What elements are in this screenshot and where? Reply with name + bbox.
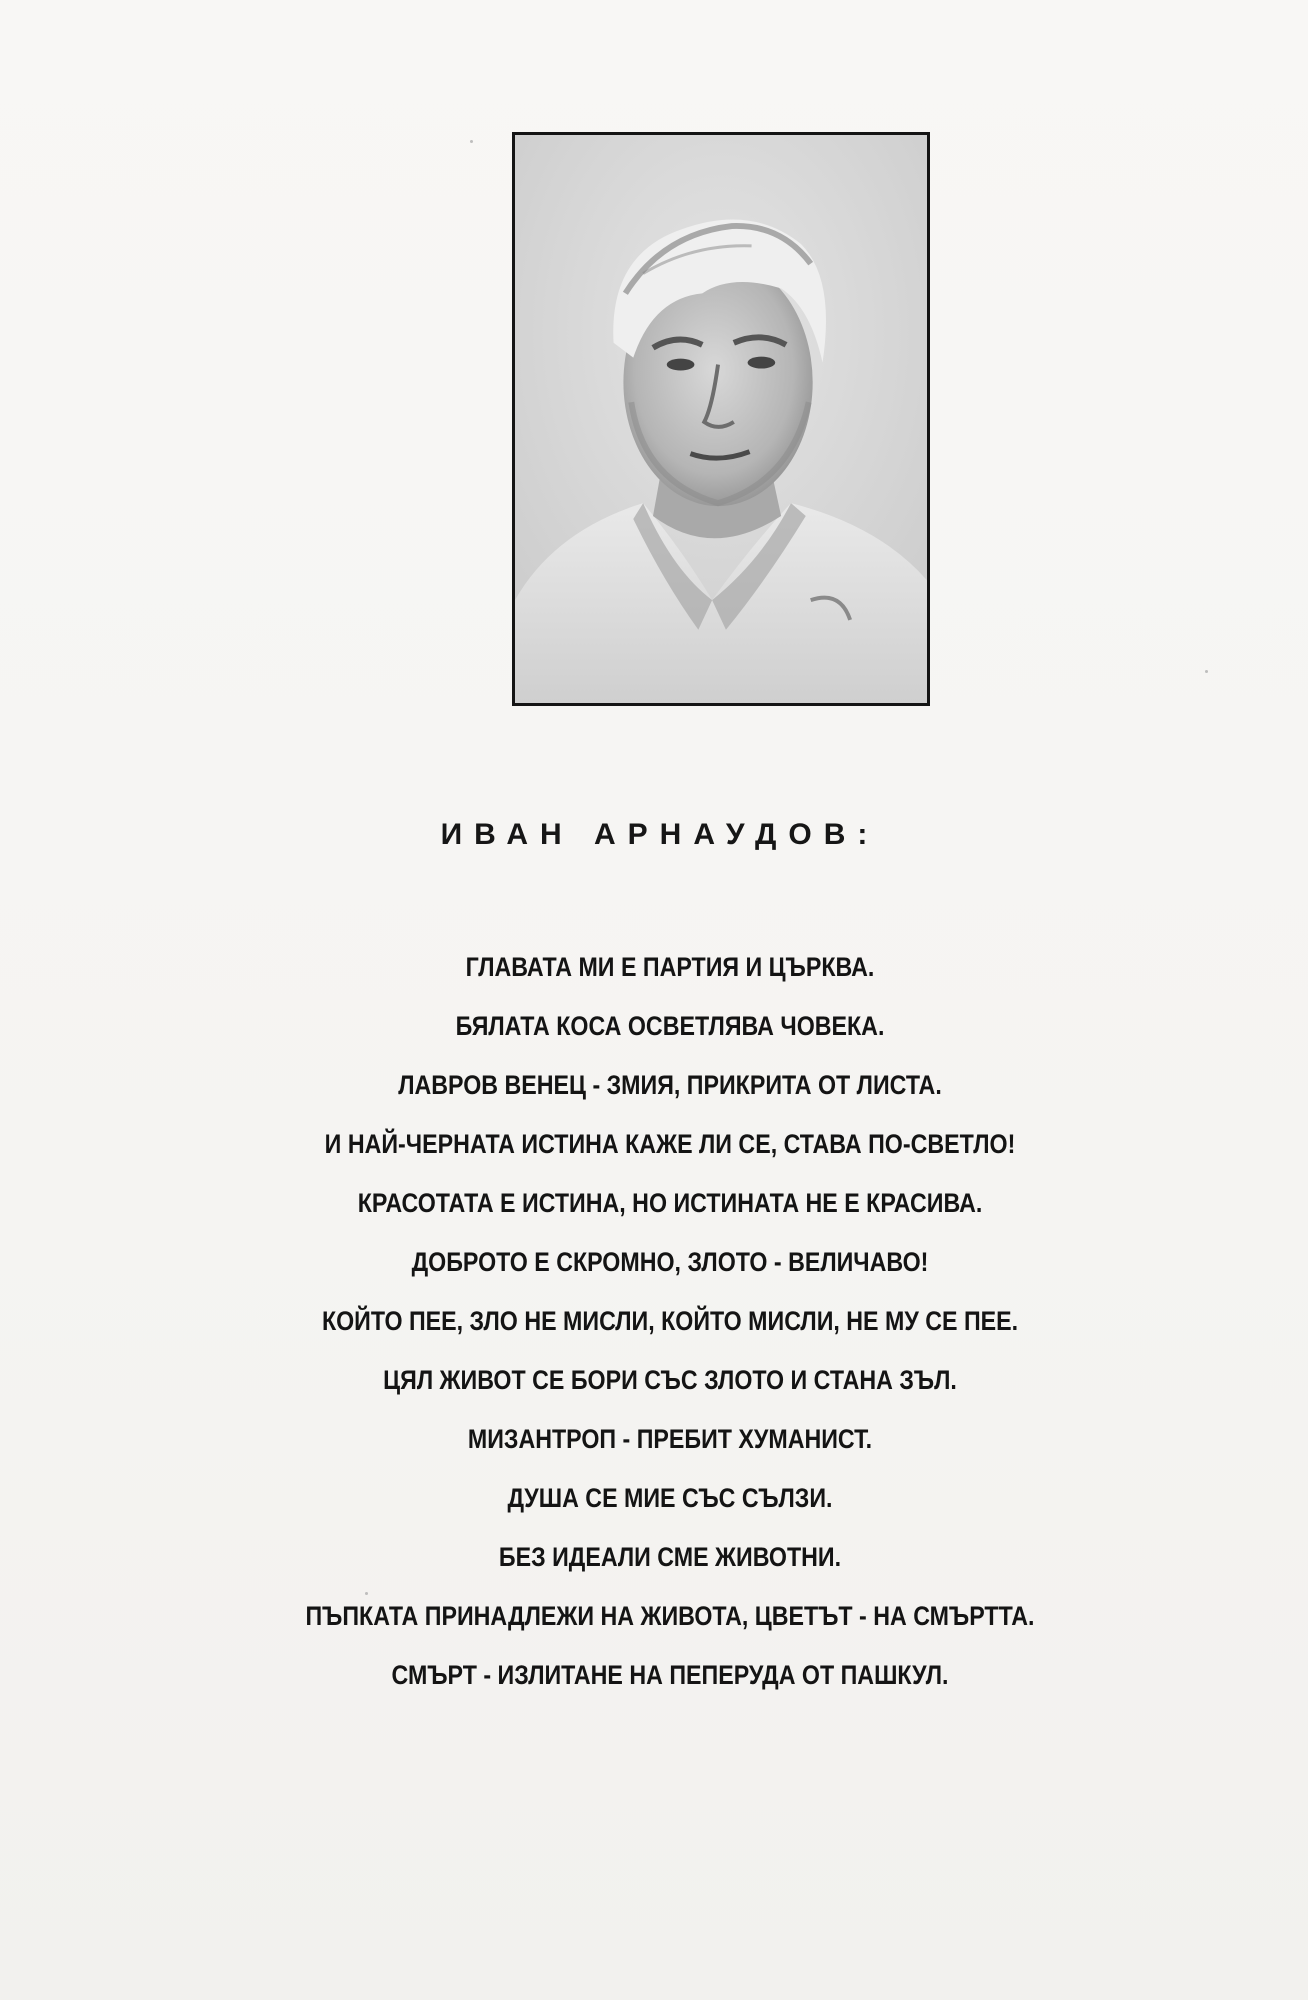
aphorism-line: ГЛАВАТА МИ Е ПАРТИЯ И ЦЪРКВА. xyxy=(465,952,875,982)
aphorism-line: БЕЗ ИДЕАЛИ СМЕ ЖИВОТНИ. xyxy=(498,1542,842,1572)
paper-speck xyxy=(470,140,473,143)
paper-speck xyxy=(1205,670,1208,673)
aphorism-list xyxy=(150,938,1190,1705)
aphorism-line: МИЗАНТРОП - ПРЕБИТ ХУМАНИСТ. xyxy=(467,1424,873,1454)
aphorism-line: СМЪРТ - ИЗЛИТАНЕ НА ПЕПЕРУДА ОТ ПАШКУЛ. xyxy=(391,1660,949,1690)
aphorism-line: И НАЙ-ЧЕРНАТА ИСТИНА КАЖЕ ЛИ СЕ, СТАВА ПО-СВЕТЛО! xyxy=(324,1129,1016,1159)
paper-speck xyxy=(365,1592,368,1595)
aphorism-line: ЛАВРОВ ВЕНЕЦ - ЗМИЯ, ПРИКРИТА ОТ ЛИСТА. xyxy=(398,1070,942,1100)
aphorism-line: КРАСОТАТА Е ИСТИНА, НО ИСТИНАТА НЕ Е КРАСИВА. xyxy=(357,1188,983,1218)
aphorism-line: ПЪПКАТА ПРИНАДЛЕЖИ НА ЖИВОТА, ЦВЕТЪТ - НА СМЪРТТА. xyxy=(305,1601,1035,1631)
aphorism-line: КОЙТО ПЕЕ, ЗЛО НЕ МИСЛИ, КОЙТО МИСЛИ, НЕ МУ СЕ ПЕЕ. xyxy=(321,1306,1019,1336)
aphorism-line: ДОБРОТО Е СКРОМНО, ЗЛОТО - ВЕЛИЧАВО! xyxy=(411,1247,929,1277)
portrait-photo-icon xyxy=(515,135,927,703)
author-name-heading: ИВАН АРНАУДОВ: xyxy=(440,818,880,851)
aphorism-line: ДУША СЕ МИЕ СЪС СЪЛЗИ. xyxy=(507,1483,833,1513)
author-portrait xyxy=(512,132,930,706)
aphorism-line: ЦЯЛ ЖИВОТ СЕ БОРИ СЪС ЗЛОТО И СТАНА ЗЪЛ. xyxy=(383,1365,957,1395)
aphorism-line: БЯЛАТА КОСА ОСВЕТЛЯВА ЧОВЕКА. xyxy=(455,1011,885,1041)
